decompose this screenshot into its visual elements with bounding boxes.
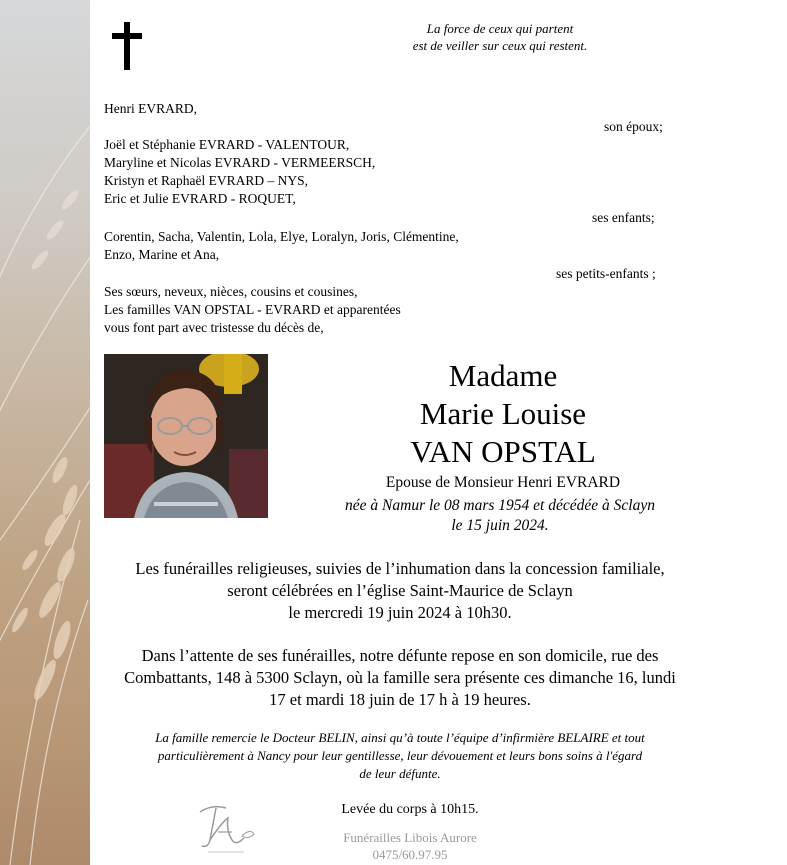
grandchildren-line-2: Enzo, Marine et Ana, — [104, 247, 220, 262]
funeral-home-name: Funérailles Libois Aurore — [343, 830, 477, 845]
deceased-first-names: Marie Louise — [419, 396, 587, 431]
children-line-1: Joël et Stéphanie EVRARD - VALENTOUR, — [104, 137, 350, 152]
funeral-home-logo — [192, 800, 262, 856]
deceased-photo — [104, 354, 268, 518]
spouse-role: son époux; — [604, 119, 663, 134]
deceased-last-name: VAN OPSTAL — [410, 434, 596, 469]
children-role: ses enfants; — [592, 210, 655, 225]
funeral-line-2: seront célébrées en l’église Saint-Maurice de Sclayn — [227, 581, 573, 600]
thanks-line-3: de leur défunte. — [359, 766, 441, 781]
children-line-2: Maryline et Nicolas EVRARD - VERMEERSCH, — [104, 155, 376, 170]
levee-line: Levée du corps à 10h15. — [341, 802, 479, 817]
visitation-line-2: Combattants, 148 à 5300 Sclayn, où la famille sera présente ces dimanche 16, lundi — [124, 668, 676, 687]
quote-line-2: est de veiller sur ceux qui restent. — [412, 38, 588, 53]
obituary-page — [90, 0, 787, 865]
decorative-grass-border — [0, 0, 90, 865]
thanks-line-2: particulièrement à Nancy pour leur gentillesse, leur dévouement et leurs bons soins à l'égard — [157, 748, 643, 763]
cross-icon — [110, 22, 144, 70]
children-line-4: Eric et Julie EVRARD - ROQUET, — [104, 191, 296, 206]
grandchildren-line-1: Corentin, Sacha, Valentin, Lola, Elye, Loralyn, Joris, Clémentine, — [104, 229, 459, 244]
spouse-name: Henri EVRARD, — [104, 101, 197, 116]
funeral-line-3: le mercredi 19 juin 2024 à 10h30. — [288, 603, 512, 622]
children-line-3: Kristyn et Raphaël EVRARD – NYS, — [104, 173, 308, 188]
funeral-line-1: Les funérailles religieuses, suivies de l’inhumation dans la concession familiale, — [135, 559, 665, 578]
others-line-1: Ses sœurs, neveux, nièces, cousins et cousines, — [104, 284, 358, 299]
quote-line-1: La force de ceux qui partent — [426, 21, 574, 36]
birth-death-line-1: née à Namur le 08 mars 1954 et décédée à Sclayn — [345, 497, 655, 514]
quote — [360, 20, 640, 54]
thanks-line-1: La famille remercie le Docteur BELIN, ainsi qu’à toute l’équipe d’infirmière BELAIRE et tout — [155, 730, 645, 745]
visitation-line-1: Dans l’attente de ses funérailles, notre défunte repose en son domicile, rue des — [141, 646, 659, 665]
others-line-2: Les familles VAN OPSTAL - EVRARD et apparentées — [104, 302, 401, 317]
deceased-title: Madame — [448, 358, 558, 393]
others-line-3: vous font part avec tristesse du décès de, — [104, 320, 324, 335]
spouse-line: Epouse de Monsieur Henri EVRARD — [385, 474, 621, 491]
birth-death-line-2: le 15 juin 2024. — [451, 517, 549, 534]
visitation-line-3: 17 et mardi 18 juin de 17 h à 19 heures. — [269, 690, 531, 709]
funeral-home-phone: 0475/60.97.95 — [372, 847, 448, 862]
grandchildren-role: ses petits-enfants ; — [556, 266, 656, 281]
